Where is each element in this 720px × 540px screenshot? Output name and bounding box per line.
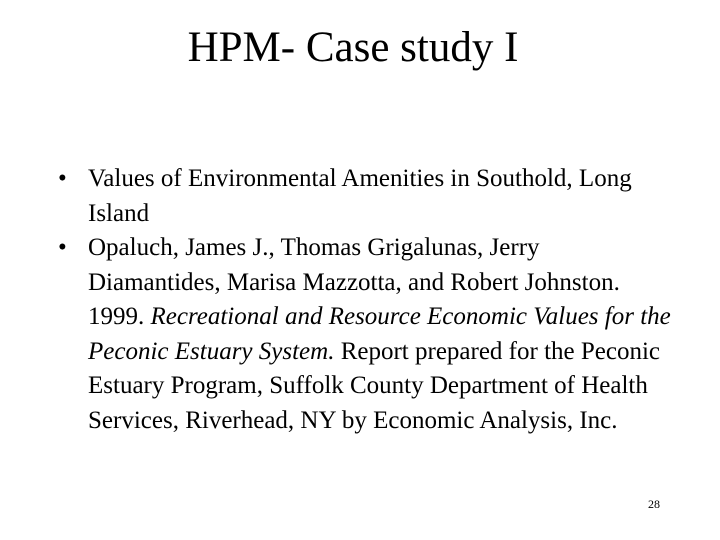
page-number: 28 xyxy=(648,497,660,511)
bullet-marker-icon: • xyxy=(58,165,67,192)
bullet-item-citation xyxy=(58,231,678,438)
slide-title: HPM- Case study I xyxy=(187,24,519,71)
citation-publisher-text: Report prepared for the Peconic Estuary Program, Suffolk County Department of Health Services, Riverhead, NY by Economic Analysis, Inc. xyxy=(88,337,661,434)
citation-authors-text: Opaluch, James J., Thomas Grigalunas, Jerry Diamantides, Marisa Mazzotta, and Robert Johnston. 1999. xyxy=(88,234,620,330)
bullet-list xyxy=(58,162,678,438)
bullet-text: Values of Environmental Amenities in Southold, Long Island xyxy=(88,165,632,227)
bullet-marker-icon: • xyxy=(58,234,67,261)
citation-title-text: Recreational and Resource Economic Values for the Peconic Estuary System. xyxy=(88,303,671,365)
bullet-item-topic xyxy=(58,162,678,231)
